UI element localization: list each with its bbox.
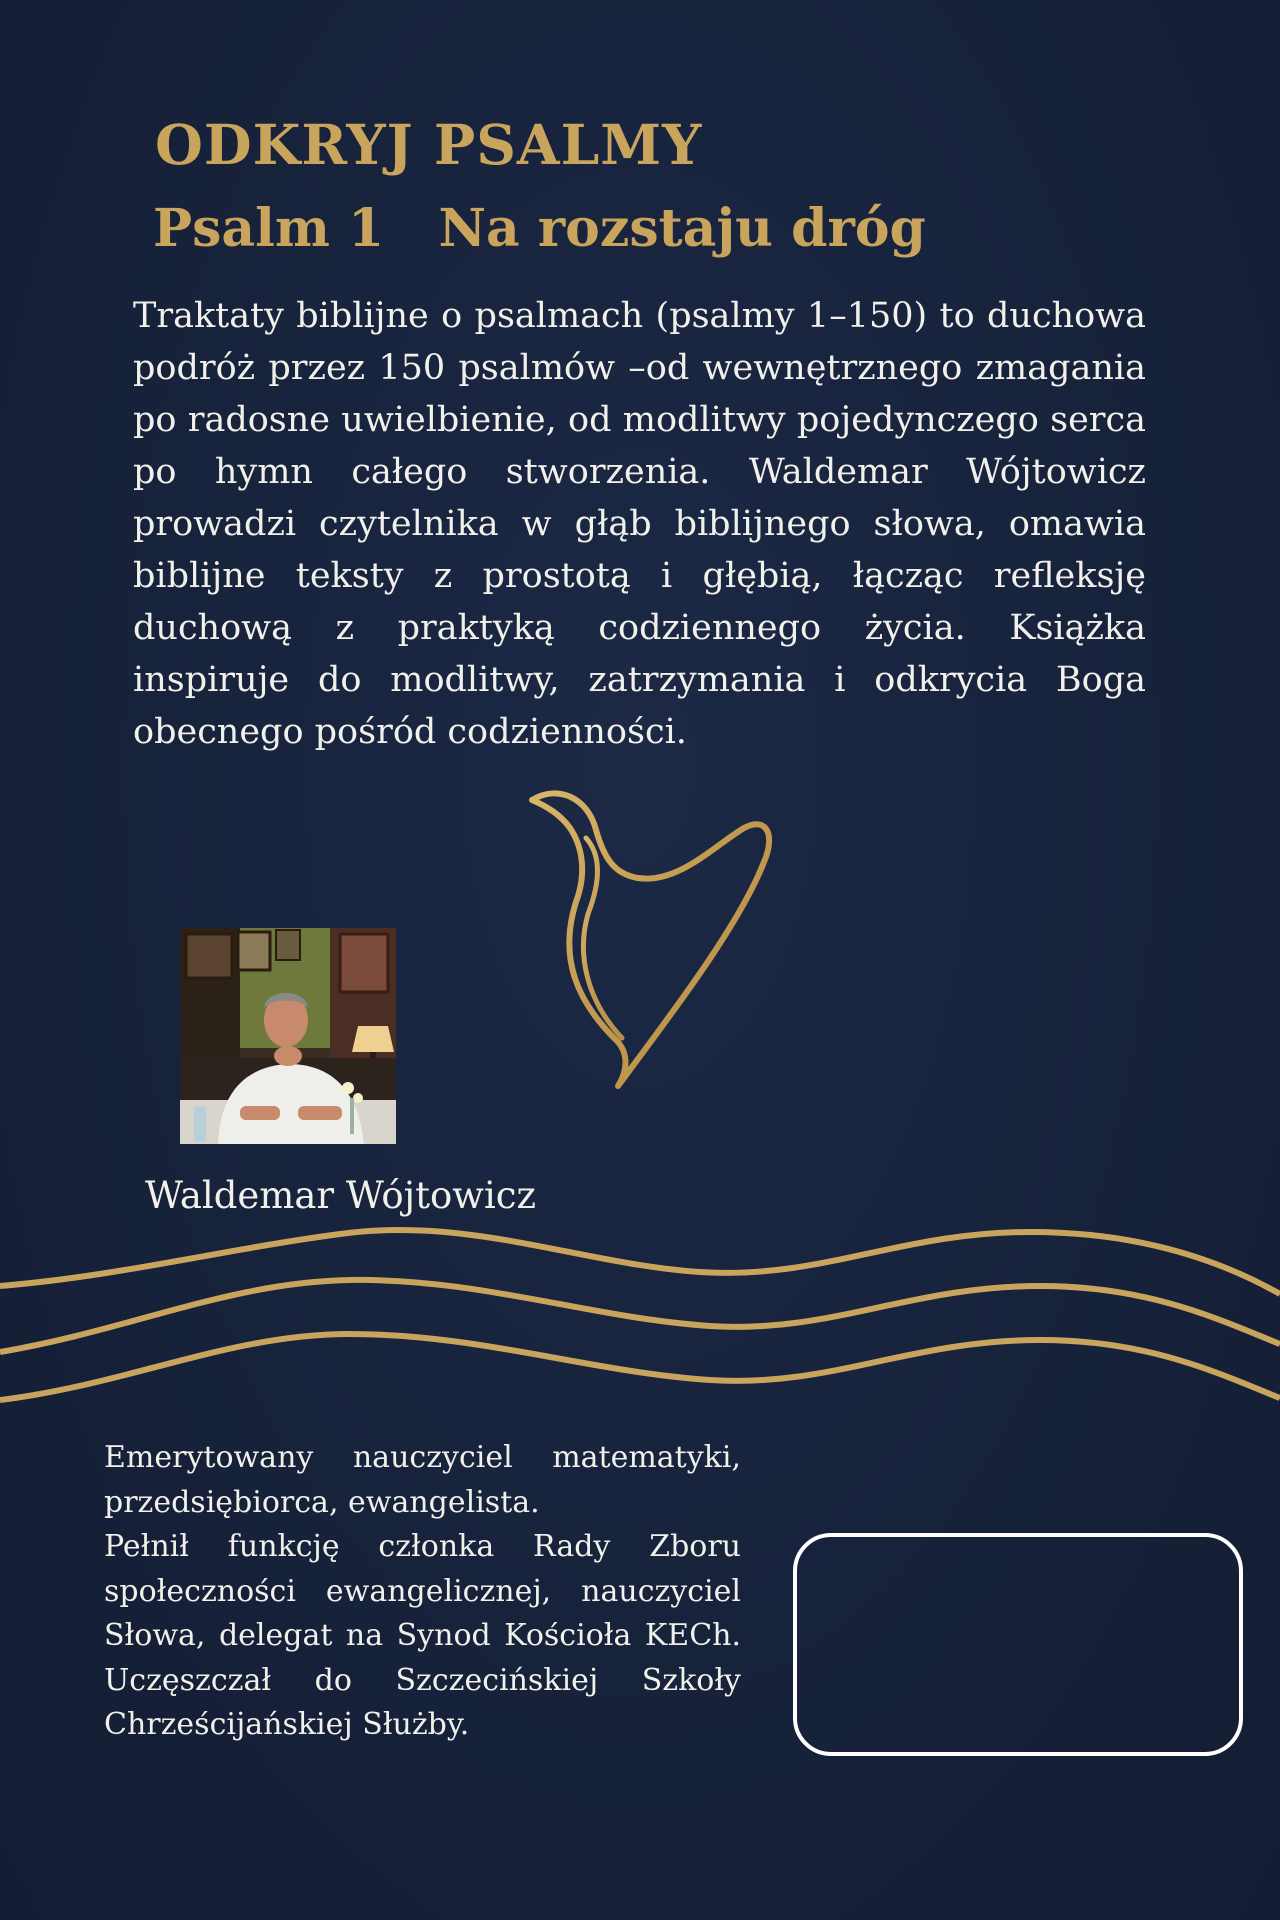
decorative-waves: [0, 1210, 1280, 1440]
author-name: Waldemar Wójtowicz: [145, 1174, 537, 1217]
series-title: ODKRYJ PSALMY: [155, 112, 703, 177]
author-photo: [180, 928, 396, 1144]
book-subtitle: Psalm 1 Na rozstaju dróg: [153, 198, 926, 259]
barcode-placeholder-box: [793, 1533, 1243, 1756]
harp-icon: [518, 788, 780, 1118]
author-bio: [104, 1436, 741, 1748]
author-bio-line: Pełnił funkcję członka Rady Zboru społeczności ewangelicznej, nauczyciel Słowa, delegat na Synod Kościoła KECh. Uczęszczał do Szczecińskiej Szkoły Chrześcijańskiej Służby.: [104, 1529, 741, 1742]
author-bio-line: Emerytowany nauczyciel matematyki, przedsiębiorca, ewangelista.: [104, 1440, 741, 1520]
book-description: Traktaty biblijne o psalmach (psalmy 1–150) to duchowa podróż przez 150 psalmów –od wewnętrznego zmagania po radosne uwielbienie, od modlitwy pojedynczego serca po hymn całego stworzenia. Waldemar Wójtowicz prowadzi czytelnika w głąb biblijnego słowa, omawia biblijne teksty z prostotą i głębią, łącząc refleksję duchową z praktyką codziennego życia. Książka inspiruje do modlitwy, zatrzymania i odkrycia Boga obecnego pośród codzienności.: [133, 296, 1146, 752]
